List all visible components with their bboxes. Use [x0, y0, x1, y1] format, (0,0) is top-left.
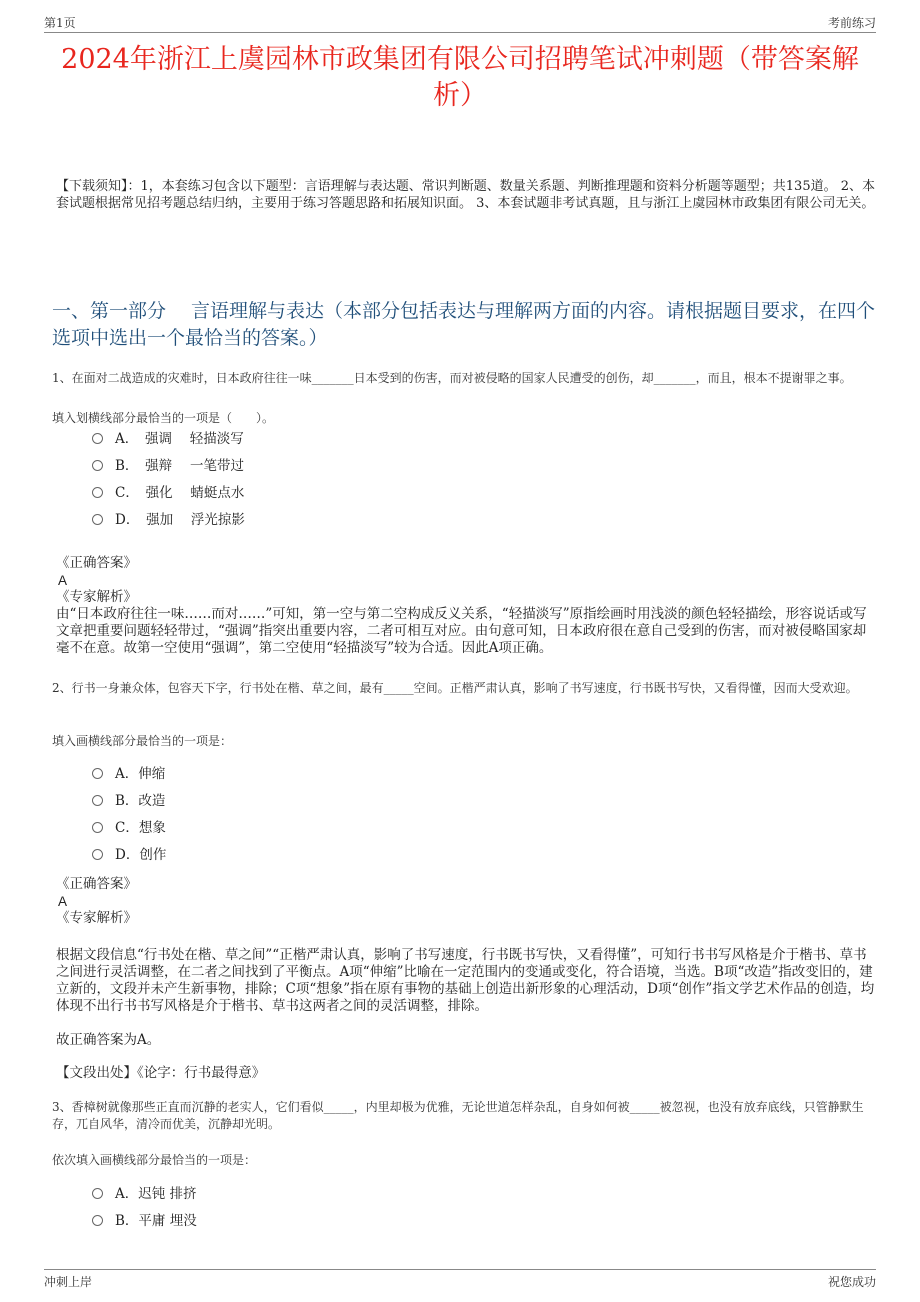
question-1-options — [92, 426, 245, 534]
option-c[interactable]: C．想象 — [92, 815, 166, 842]
source-text: 【文段出处】《论字：行书最得意》 — [56, 1065, 266, 1081]
analysis-label: 《专家解析》 — [56, 910, 137, 926]
analysis-text: 根据文段信息“行书处在楷、草之间”“正楷严肃认真，影响了书写速度，行书既书写快，又看得懂”，可知行书书写风格是介于楷书、草书之间进行灵活调整，在二者之间找到了平衡点。A项“伸缩”比喻在一定范围内的变通或变化，符合语境，当选。B项“改造”指改变旧的，建立新的，文段并未产生新事物，排除；C项“想象”指在原有事物的基础上创造出新形象的心理活动，D项“创作”指文学艺术作品的创造，均体现不出行书书写风格是介于楷书、草书这两者之间的灵活调整，排除。 — [56, 947, 875, 1014]
option-a[interactable]: A．伸缩 — [92, 761, 166, 788]
analysis-text: 由“日本政府往往一味……而对……”可知，第一空与第二空构成反义关系，“轻描淡写”原指绘画时用浅淡的颜色轻轻描绘，形容说话或写文章把重要问题轻轻带过，“强调”指突出重要内容，二者可相互对应。由句意可知，日本政府很在意自己受到的伤害，而对被侵略国家却毫不在意。故第一空使用“强调”，第二空使用“轻描淡写”较为合适。因此A项正确。 — [56, 606, 867, 656]
page-number: 第1页 — [44, 16, 76, 30]
question-1-solution — [56, 555, 876, 657]
answer-label: 《正确答案》 — [56, 555, 137, 571]
answer-value: A — [58, 894, 68, 909]
analysis-label: 《专家解析》 — [56, 589, 137, 605]
option-b[interactable]: B．平庸 埋没 — [92, 1208, 197, 1235]
download-notice: 【下载须知】：1，本套练习包含以下题型：言语理解与表达题、常识判断题、数量关系题、判断推理题和资料分析题等题型；共135道。 2、本套试题根据常见招考题总结归纳，主要用于练习答题思路和拓展知识面。 3、本套试题非考试真题，且与浙江上虞园林市政集团有限公司无关。 — [56, 179, 875, 211]
question-1-stem: 1、在面对二战造成的灾难时，日本政府往往一味_______日本受到的伤害，而对被侵略的国家人民遭受的创伤，却_______，而且，根本不提谢罪之事。 — [52, 371, 852, 385]
radio-icon[interactable] — [92, 487, 103, 498]
radio-icon[interactable] — [92, 822, 103, 833]
answer-label: 《正确答案》 — [56, 876, 137, 892]
option-d[interactable]: D． 强加 浮光掠影 — [92, 507, 245, 534]
question-2-options — [92, 761, 166, 869]
radio-icon[interactable] — [92, 768, 103, 779]
radio-icon[interactable] — [92, 514, 103, 525]
question-2-solution — [56, 876, 876, 927]
option-d[interactable]: D．创作 — [92, 842, 166, 869]
option-a[interactable]: A．迟钝 排挤 — [92, 1181, 197, 1208]
question-2-stem: 2、行书一身兼众体，包容天下字，行书处在楷、草之间，最有_____空间。正楷严肃认真，影响了书写速度，行书既书写快，又看得懂，因而大受欢迎。 — [52, 681, 858, 695]
question-1-prompt: 填入划横线部分最恰当的一项是（ ）。 — [52, 411, 275, 425]
radio-icon[interactable] — [92, 433, 103, 444]
radio-icon[interactable] — [92, 1188, 103, 1199]
option-a[interactable]: A． 强调 轻描淡写 — [92, 426, 245, 453]
question-3-stem: 3、香樟树就像那些正直而沉静的老实人，它们看似_____，内里却极为优雅，无论世道怎样杂乱，自身如何被_____被忽视，也没有放弃底线，只管静默生存，兀自风华，清冷而优美，沉静却光明。 — [52, 1100, 864, 1131]
answer-value: A — [58, 573, 68, 588]
question-3-prompt: 依次填入画横线部分最恰当的一项是： — [52, 1153, 257, 1167]
page-footer — [44, 1269, 876, 1292]
footer-right: 祝您成功 — [827, 1275, 876, 1289]
document-title: 2024年浙江上虞园林市政集团有限公司招聘笔试冲刺题（带答案解析） — [61, 44, 859, 111]
option-b[interactable]: B． 强辩 一笔带过 — [92, 453, 245, 480]
radio-icon[interactable] — [92, 1215, 103, 1226]
conclusion-text: 故正确答案为A。 — [56, 1032, 161, 1048]
header-tag: 考前练习 — [827, 16, 876, 30]
option-c[interactable]: C． 强化 蜻蜓点水 — [92, 480, 245, 507]
page-header — [44, 12, 876, 33]
radio-icon[interactable] — [92, 849, 103, 860]
section-heading: 一、第一部分 言语理解与表达（本部分包括表达与理解两方面的内容。请根据题目要求，在四个选项中选出一个最恰当的答案。） — [52, 300, 876, 349]
option-b[interactable]: B．改造 — [92, 788, 166, 815]
footer-left: 冲刺上岸 — [44, 1275, 93, 1289]
radio-icon[interactable] — [92, 795, 103, 806]
radio-icon[interactable] — [92, 460, 103, 471]
question-3-options — [92, 1181, 197, 1235]
question-2-prompt: 填入画横线部分最恰当的一项是： — [52, 734, 233, 748]
